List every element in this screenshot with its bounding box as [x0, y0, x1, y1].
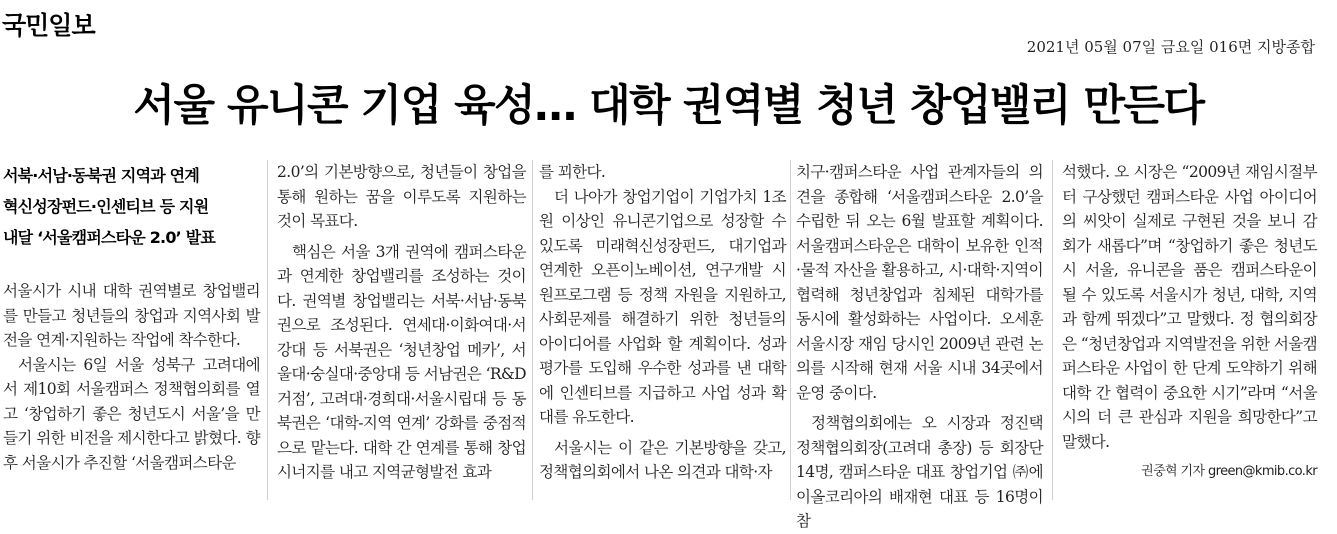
article-paragraph: 정책협의회에는 오 시장과 정진택 정책협의회장(고려대 총장) 등 회장단 14명, 캠퍼스타운 대표 창업기업 ㈜에이올코리아의 배재현 대표 등 16명이 참	[796, 414, 1043, 530]
article-paragraph: 를 꾀한다.	[539, 163, 606, 181]
article-paragraph: 서울시는 이 같은 기본방향을 갖고, 정책협의회에서 나온 의견과 대학·자	[539, 438, 786, 481]
article-paragraph: 2.0’의 기본방향으로, 청년들이 창업을 통해 원하는 꿈을 이루도록 지원하는 것이 목표다.	[277, 163, 526, 230]
article-paragraph: 서울시는 6일 서울 성북구 고려대에서 제10회 서울캠퍼스 정책협의회를 열고 ‘창업하기 좋은 청년도시 서울’을 만들기 위한 비전을 제시한다고 밝혔다. 향후 서울시가 추진할 ‘서울캠퍼스타운	[3, 355, 260, 472]
subhead-line: 내달 ‘서울캠퍼스타운 2.0’ 발표	[3, 228, 216, 247]
article-paragraph: 핵심은 서울 3개 권역에 캠퍼스타운과 연계한 창업밸리를 조성하는 것이다. 권역별 창업밸리는 서북·서남·동북권으로 조성된다. 연세대·이화여대·서강대 등 서북권은 ‘청년창업 메카’, 서울대·숭실대·중앙대 등 서남권은 ‘R&D 거점’, 고려대·경희대·서울시립대 등 동북권은 ‘대학-지역 연계’ 강화를 중점적으로 맡는다. 대학 간 연계를 통해 창업 시너지를 내고 지역균형발전 효과	[277, 242, 526, 481]
article-subheadline	[3, 160, 260, 253]
article-paragraph: 서울시가 시내 대학 권역별로 창업밸리를 만들고 청년들의 창업과 지역사회 발전을 연계·지원하는 작업에 착수한다.	[3, 282, 260, 349]
subhead-line: 서북·서남·동북권 지역과 연계	[3, 166, 199, 185]
article-headline: 서울 유니콘 기업 육성… 대학 권역별 청년 창업밸리 만든다	[133, 81, 1204, 131]
article-column-5	[1062, 160, 1317, 485]
article-column-3	[539, 160, 786, 485]
column-divider	[532, 160, 533, 500]
column-divider	[267, 160, 268, 500]
column-divider	[790, 160, 791, 500]
reporter-byline: 권중혁 기자 green@kmib.co.kr	[1141, 464, 1317, 479]
article-paragraph: 석했다. 오 시장은 “2009년 재임시절부터 구상했던 캠퍼스타운 사업 아이디어의 씨앗이 실제로 구현된 것을 보니 감회가 새롭다”며 “창업하기 좋은 청년도시 서울, 유니콘을 품은 캠퍼스타운이 될 수 있도록 서울시가 청년, 대학, 지역과 함께 뛰겠다”고 말했다. 정 협의회장은 “청년창업과 지역발전을 위한 서울캠퍼스타운 사업이 한 단계 도약하기 위해 대학 간 협력이 중요한 시기”라며 “서울시의 더 큰 관심과 지원을 희망한다”고 말했다.	[1062, 163, 1317, 451]
article-column-4	[796, 160, 1043, 534]
article-paragraph: 치구·캠퍼스타운 사업 관계자들의 의견을 종합해 ‘서울캠퍼스타운 2.0’을 수립한 뒤 오는 6월 발표할 계획이다. 서울캠퍼스타운은 대학이 보유한 인적·물적 자산을 활용하고, 시·대학·지역이 협력해 청년창업과 침체된 대학가를 동시에 활성화하는 사업이다. 오세훈 서울시장 재임 당시인 2009년 관련 논의를 시작해 현재 서울 시내 34곳에서 운영 중이다.	[796, 163, 1043, 402]
publication-dateline: 2021년 05월 07일 금요일 016면 지방종합	[1026, 38, 1315, 56]
article-paragraph: 더 나아가 창업기업이 기업가치 1조원 이상인 유니콘기업으로 성장할 수 있도록 미래혁신성장펀드, 대기업과 연계한 오픈이노베이션, 연구개발 시원프로그램 등 정책 자원을 지원하고, 사회문제를 해결하기 위한 청년들의 아이디어를 사업화 할 계획이다. 성과평가를 도입해 우수한 성과를 낸 대학에 인센티브를 지급하고 사업 성과 확대를 유도한다.	[539, 187, 786, 426]
subhead-line: 혁신성장펀드·인센티브 등 지원	[3, 197, 209, 216]
article-column-1	[3, 160, 260, 475]
column-divider	[1052, 160, 1053, 500]
article-column-2	[277, 160, 526, 485]
newspaper-masthead: 국민일보	[2, 11, 95, 40]
